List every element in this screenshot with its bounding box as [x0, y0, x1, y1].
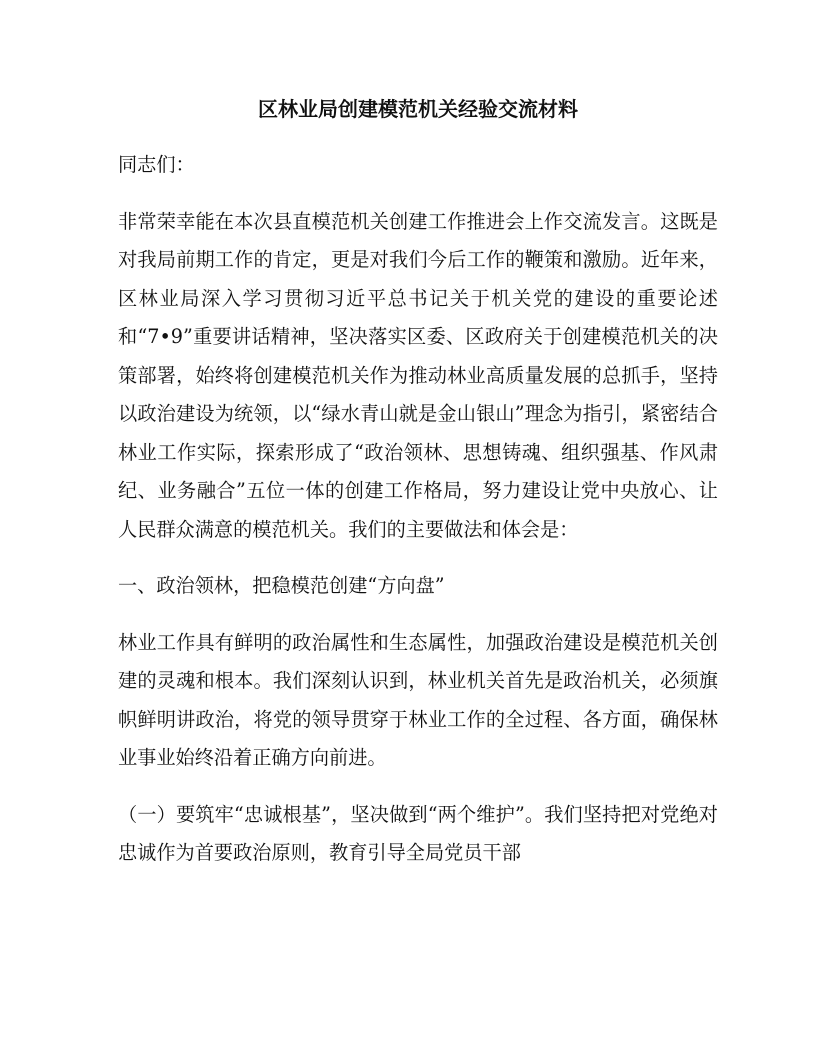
- document-page: [118, 90, 718, 891]
- section-1-heading: 一、政治领林，把稳模范创建“方向盘”: [118, 574, 445, 597]
- salutation: 同志们：: [118, 153, 195, 176]
- document-title: 区林业局创建模范机关经验交流材料: [258, 97, 578, 121]
- section-1-paragraph: 林业工作具有鲜明的政治属性和生态属性，加强政治建设是模范机关创建的灵魂和根本。我们深刻认识到，林业机关首先是政治机关，必须旗帜鲜明讲政治，将党的领导贯穿于林业工作的全过程、各方面，确保林业事业始终沿着正确方向前进。: [118, 630, 718, 769]
- intro-paragraph: 非常荣幸能在本次县直模范机关创建工作推进会上作交流发言。这既是对我局前期工作的肯定，更是对我们今后工作的鞭策和激励。近年来，区林业局深入学习贯彻习近平总书记关于机关党的建设的重要论述和“7•9”重要讲话精神，坚决落实区委、区政府关于创建模范机关的决策部署，始终将创建模范机关作为推动林业高质量发展的总抓手，坚持以政治建设为统领，以“绿水青山就是金山银山”理念为指引，紧密结合林业工作实际，探索形成了“政治领林、思想铸魂、组织强基、作风肃纪、业务融合”五位一体的创建工作格局，努力建设让党中央放心、让人民群众满意的模范机关。我们的主要做法和体会是：: [118, 209, 718, 541]
- subsection-1-paragraph: （一）要筑牢“忠诚根基”，坚决做到“两个维护”。我们坚持把对党绝对忠诚作为首要政治原则，教育引导全局党员干部: [118, 802, 718, 864]
